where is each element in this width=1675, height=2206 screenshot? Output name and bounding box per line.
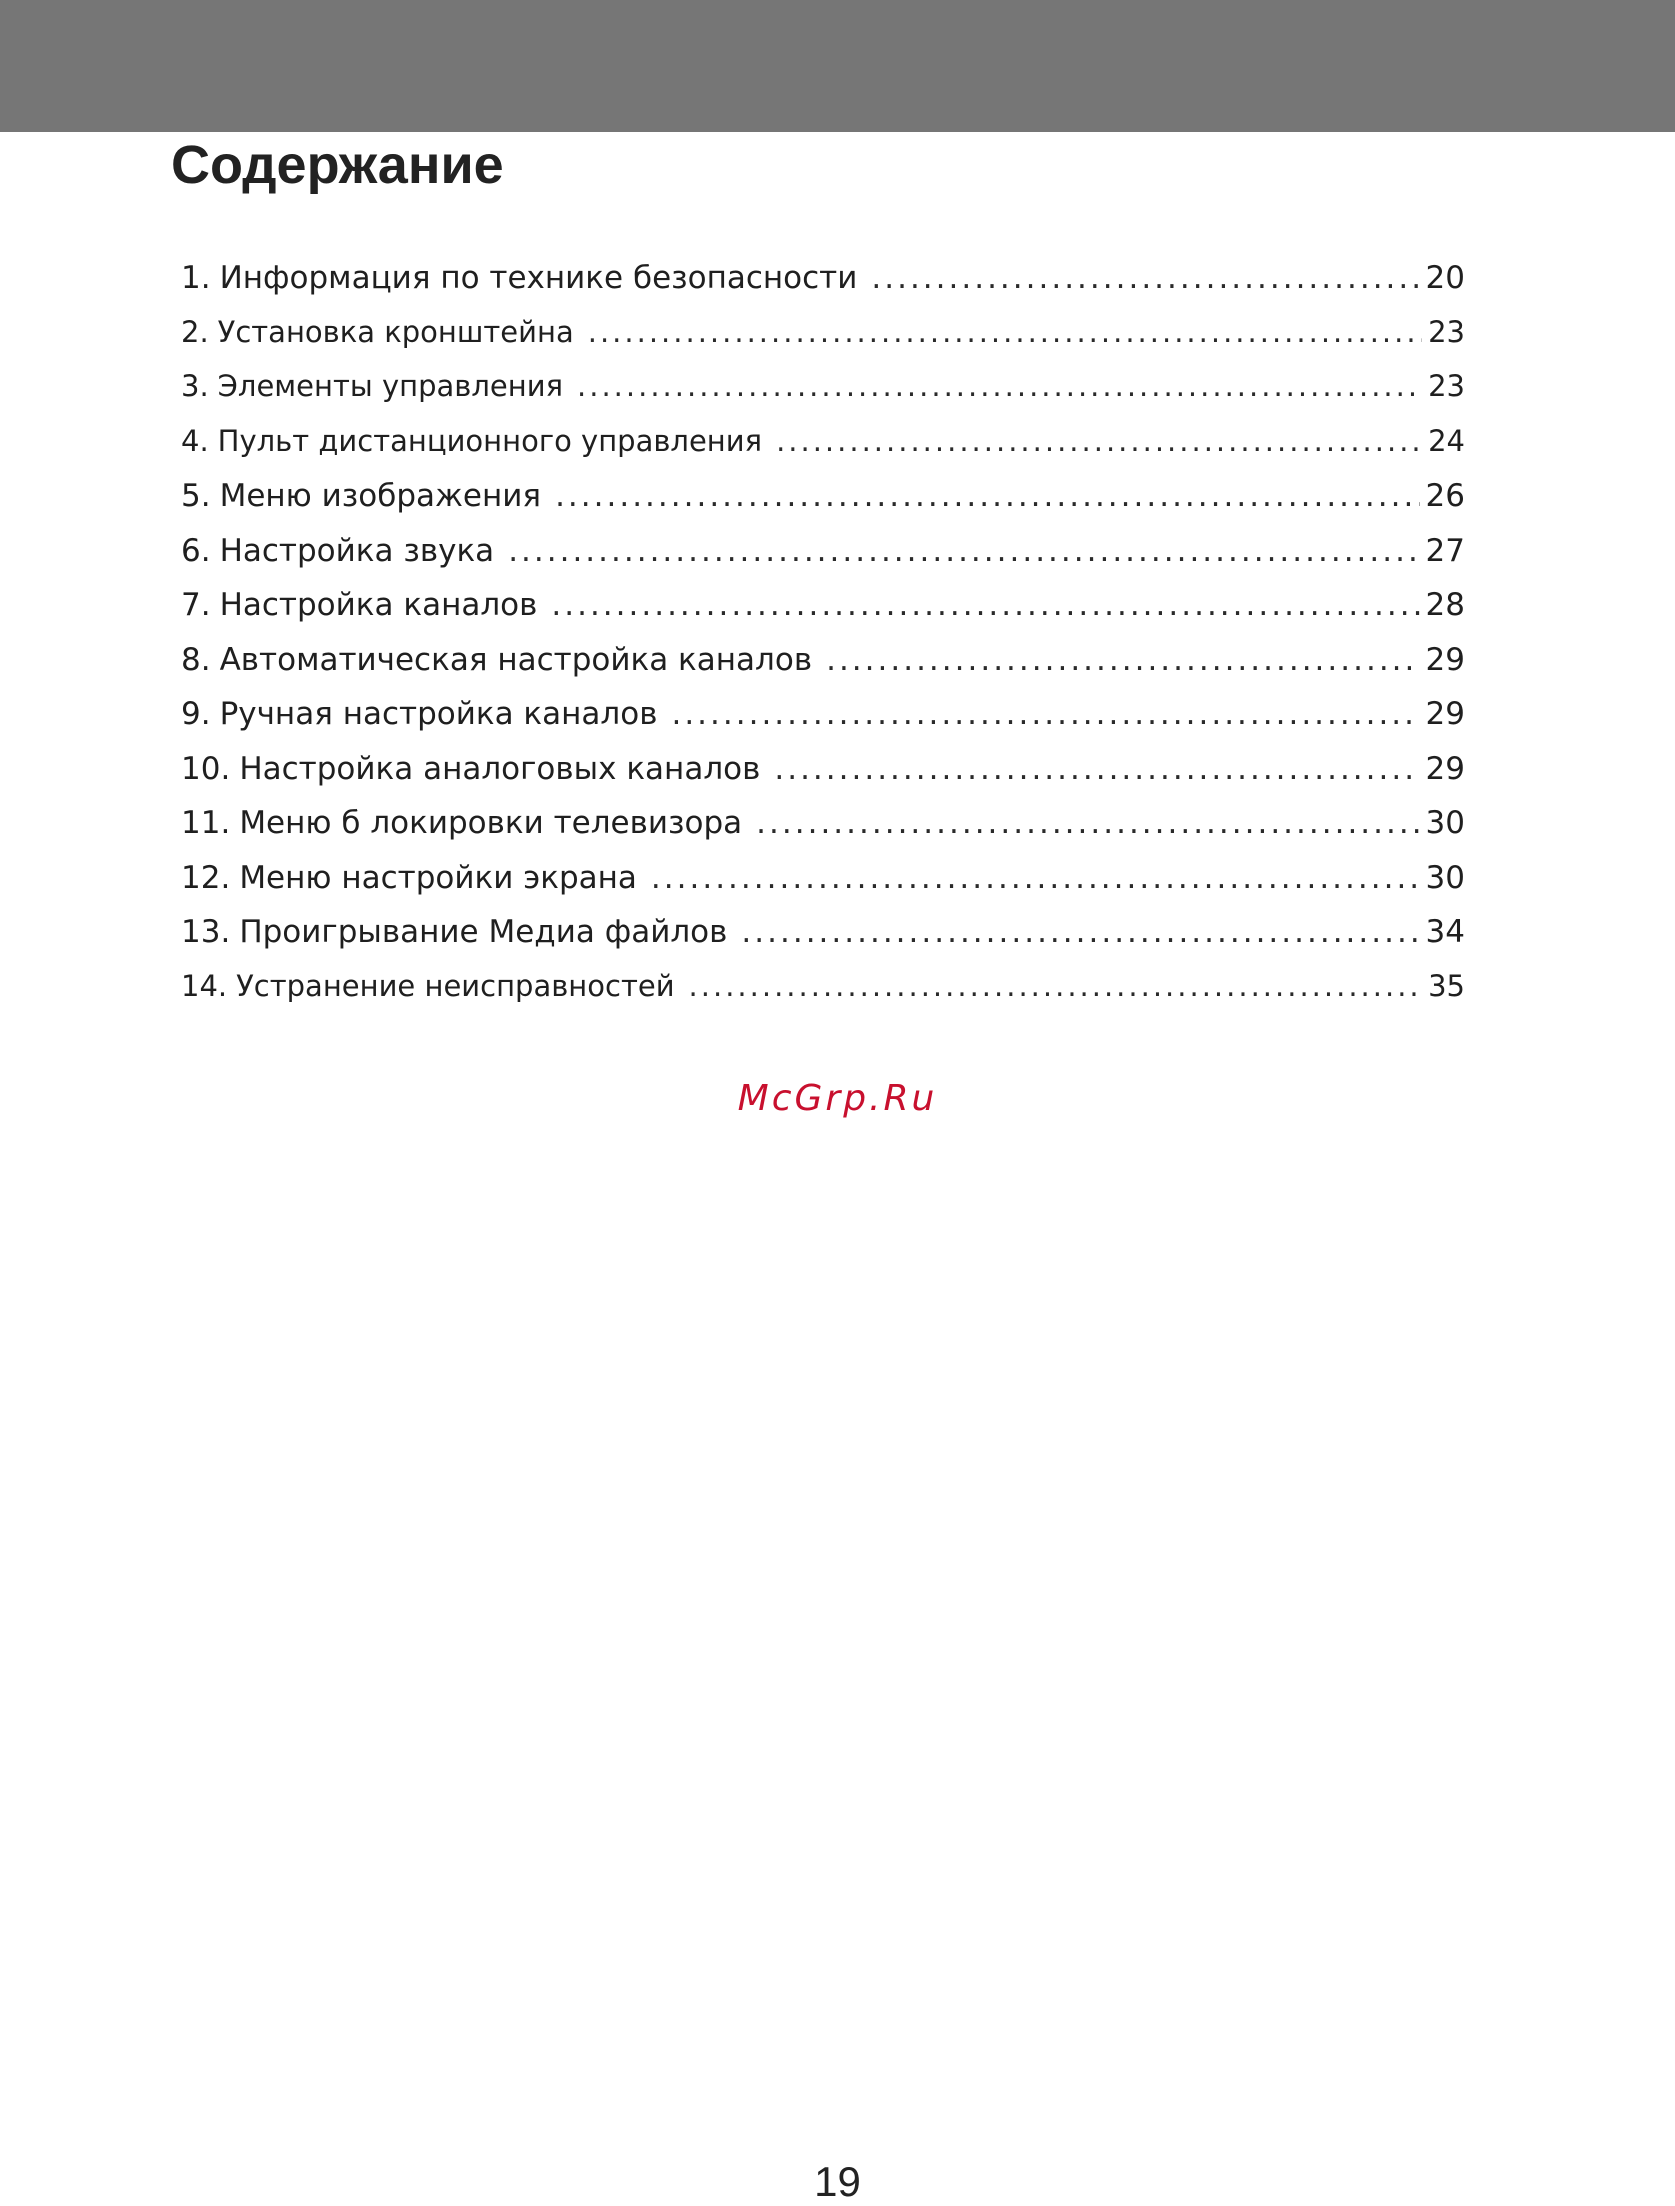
toc-entry-page: 28: [1425, 587, 1465, 623]
toc-entry-number: 10.: [181, 750, 231, 787]
toc-entry-title: Настройка аналоговых каналов: [239, 750, 761, 787]
toc-entry[interactable]: [181, 369, 1465, 424]
toc-entry-page: 23: [1428, 314, 1465, 349]
toc-entry-number: 6.: [181, 532, 211, 569]
toc-entry-title: Меню б локировки телевизора: [239, 805, 743, 841]
toc-entry-title: Установка кронштейна: [217, 314, 574, 349]
toc-dot-leader: [588, 315, 1422, 349]
toc-dot-leader: [555, 478, 1419, 514]
toc-dot-leader: [774, 751, 1419, 787]
toc-entry-page: 27: [1425, 532, 1465, 569]
toc-entry[interactable]: [181, 533, 1465, 588]
toc-entry-page: 23: [1428, 369, 1465, 403]
toc-entry-title: Элементы управления: [217, 369, 564, 403]
toc-entry-number: 7.: [181, 587, 211, 623]
toc-dot-leader: [671, 696, 1419, 732]
toc-entry-title: Настройка звука: [219, 532, 495, 569]
toc-entry[interactable]: [181, 805, 1465, 860]
toc-dot-leader: [756, 805, 1419, 841]
toc-entry-page: 26: [1425, 478, 1465, 514]
toc-dot-leader: [689, 969, 1423, 1003]
toc-entry-page: 35: [1428, 968, 1465, 1003]
toc-entry-title: Проигрывание Медиа файлов: [239, 914, 728, 950]
toc-dot-leader: [776, 424, 1422, 458]
toc-entry-page: 20: [1425, 260, 1465, 296]
toc-entry[interactable]: [181, 424, 1465, 479]
toc-entry-number: 5.: [181, 478, 211, 514]
toc-dot-leader: [577, 369, 1422, 403]
toc-dot-leader: [741, 914, 1419, 950]
toc-entry-page: 29: [1425, 641, 1465, 678]
toc-entry-title: Меню изображения: [219, 478, 542, 514]
toc-entry-page: 34: [1425, 914, 1465, 950]
toc-dot-leader: [508, 533, 1419, 569]
toc-entry-page: 29: [1425, 750, 1465, 787]
page-title: Содержание: [171, 135, 504, 195]
table-of-contents: [181, 260, 1465, 1023]
toc-entry[interactable]: [181, 969, 1465, 1024]
toc-entry[interactable]: [181, 914, 1465, 969]
toc-entry-number: 1.: [181, 260, 211, 296]
toc-entry-title: Ручная настройка каналов: [219, 696, 658, 732]
toc-entry-number: 14.: [181, 968, 228, 1003]
toc-dot-leader: [871, 260, 1419, 296]
toc-entry[interactable]: [181, 751, 1465, 806]
toc-entry[interactable]: [181, 587, 1465, 642]
toc-entry-title: Пульт дистанционного управления: [217, 423, 763, 458]
toc-entry-number: 2.: [181, 314, 209, 349]
toc-dot-leader: [826, 642, 1419, 678]
toc-entry-page: 30: [1425, 859, 1465, 896]
toc-entry-number: 11.: [181, 805, 231, 841]
toc-entry[interactable]: [181, 315, 1465, 370]
toc-entry-title: Настройка каналов: [219, 587, 538, 623]
toc-entry-number: 8.: [181, 641, 211, 678]
toc-entry-title: Устранение неисправностей: [236, 968, 675, 1003]
toc-dot-leader: [551, 587, 1419, 623]
toc-entry-number: 12.: [181, 859, 231, 896]
toc-entry[interactable]: [181, 642, 1465, 697]
toc-entry-number: 4.: [181, 423, 209, 458]
toc-entry[interactable]: [181, 696, 1465, 751]
toc-entry-page: 29: [1425, 696, 1465, 732]
toc-entry[interactable]: [181, 860, 1465, 915]
toc-entry-title: Автоматическая настройка каналов: [219, 641, 813, 678]
watermark-link[interactable]: McGrp.Ru: [737, 1078, 938, 1119]
toc-entry-title: Информация по технике безопасности: [219, 260, 858, 296]
toc-entry-title: Меню настройки экрана: [239, 859, 637, 896]
toc-entry-page: 24: [1428, 423, 1465, 458]
toc-entry[interactable]: [181, 478, 1465, 533]
toc-entry-number: 9.: [181, 696, 211, 732]
header-bar: [0, 0, 1675, 132]
toc-entry-number: 13.: [181, 914, 231, 950]
page-number: 19: [814, 2158, 861, 2205]
toc-dot-leader: [651, 860, 1420, 896]
toc-entry[interactable]: [181, 260, 1465, 315]
toc-entry-page: 30: [1425, 805, 1465, 841]
toc-entry-number: 3.: [181, 369, 209, 403]
